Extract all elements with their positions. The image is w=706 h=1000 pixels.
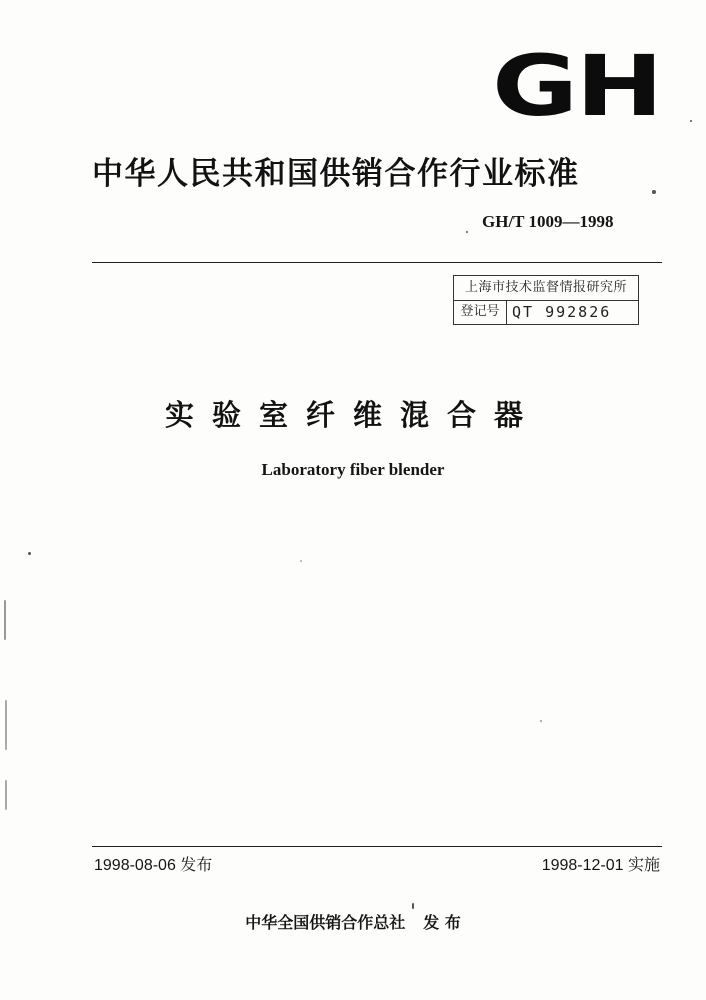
scan-speck — [300, 560, 302, 562]
standard-category: 中华人民共和国供销合作行业标准 — [92, 156, 580, 192]
document-title-english: Laboratory fiber blender — [261, 460, 445, 479]
scan-speck — [5, 780, 7, 810]
scan-speck — [28, 552, 31, 555]
scan-speck — [4, 600, 6, 640]
stamp-reg-label: 登记号 — [454, 300, 507, 324]
publisher-line — [0, 910, 706, 933]
document-title-chinese: 实验室纤维混合器 — [164, 398, 541, 432]
standard-number: GH/T 1009—1998 — [482, 212, 614, 231]
scan-speck — [5, 700, 7, 750]
registration-stamp — [453, 275, 639, 325]
scan-speck — [540, 720, 542, 722]
publisher-name: 中华全国供销合作总社 — [245, 913, 406, 932]
publish-word: 发 布 — [423, 913, 461, 932]
stamp-reg-number: QT 992826 — [512, 303, 612, 321]
issue-date: 1998-08-06 发布 — [94, 857, 213, 874]
top-divider — [92, 262, 662, 263]
effective-date: 1998-12-01 实施 — [541, 857, 660, 874]
scan-speck — [652, 190, 656, 194]
stamp-institute: 上海市技术监督情报研究所 — [454, 276, 638, 301]
bottom-divider — [92, 846, 662, 847]
scan-speck — [412, 903, 414, 909]
scan-speck — [690, 120, 692, 122]
gh-logo: GH — [492, 37, 662, 135]
scan-speck — [466, 231, 468, 233]
